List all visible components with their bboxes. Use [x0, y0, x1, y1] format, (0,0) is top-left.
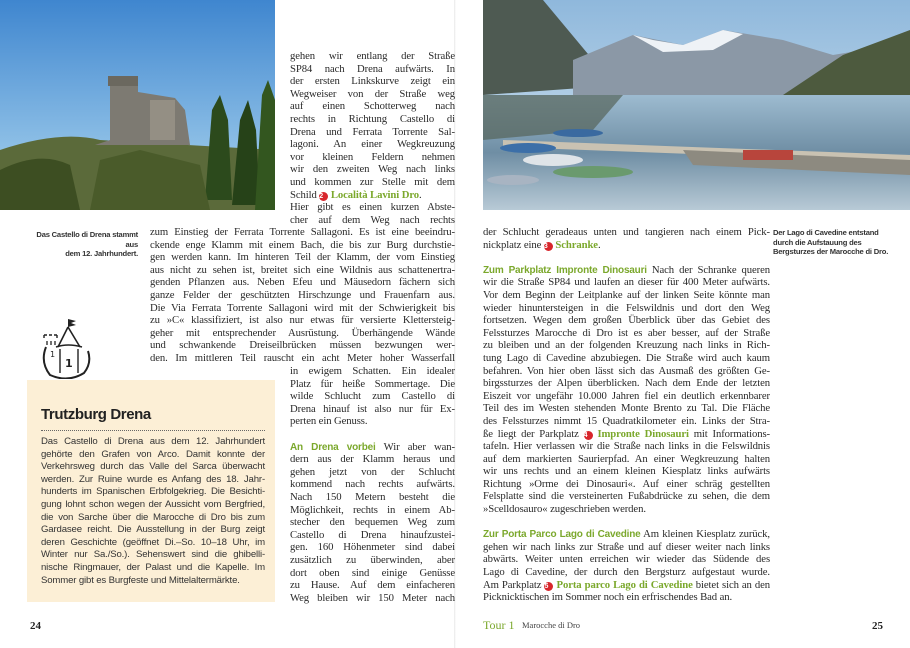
info-box-line: Winter nur Sa./So.). Sehenswert sind die ghibelli-	[41, 549, 265, 561]
text-line: ckende enge Klamm mit einem Bach, die bis zur Burg durchstie-	[150, 238, 455, 251]
info-box-line: Sommer gibt es Burgfeste und Mittelaltermärkte.	[41, 574, 240, 586]
text-line: der Schlucht geradeaus unten und tangieren nach einem Pick-	[483, 226, 770, 238]
page-number-left: 24	[30, 620, 41, 632]
text-run: Wir aber wan-	[375, 440, 455, 453]
waypoint-marker-icon: 3	[544, 242, 553, 251]
dotted-divider	[41, 430, 265, 431]
right-text-column	[483, 226, 770, 604]
text-line: stecher den bequemen Weg zum	[290, 516, 455, 529]
text-line: gen werden kann. Im hinteren Teil der Klamm, der vom Einstieg	[150, 251, 455, 264]
waypoint-name: Impronte Dinosauri	[592, 427, 689, 440]
text-line	[290, 189, 455, 202]
text-line: Drena und Ferrata Torrente Sal-	[290, 125, 455, 138]
text-line: vor kleinen Feldern nehmen	[290, 150, 455, 163]
info-box-line: nische Ringmauer, der Palast und die Kapelle. Im	[41, 561, 265, 573]
text-run: Am kleinen Kiesplatz zurück,	[640, 528, 770, 541]
text-line: zu bleiben und an der folgenden Kreuzung nach links in Rich-	[483, 339, 770, 352]
text-line: gen. 160 Höhenmeter sind dabei	[290, 541, 455, 554]
waypoint-name: Località Lavini Dro	[328, 188, 420, 201]
castle-icon	[38, 317, 94, 379]
text-line: kommend nach rechts aufwärts.	[290, 478, 455, 491]
text-line: Weg bleiben wir 150 Meter nach	[290, 591, 455, 604]
left-text-block-a	[290, 50, 455, 226]
text-line: Wegweiser von der Straße weg	[290, 87, 455, 100]
text-line: gehen jetzt von der Schlucht	[290, 465, 455, 478]
info-box-line: Verkehrsweg durch das Valle del Sarca überwacht	[41, 461, 265, 473]
lake-photo-caption	[773, 228, 893, 257]
text-line: perten ein Genuss.	[290, 415, 368, 428]
text-run: ße liegt der Parkplatz	[483, 427, 584, 440]
text-line: SP84 nach Drena aufwärts. In	[290, 62, 455, 75]
text-run: bietet sich an den	[692, 578, 771, 591]
text-line: der ersten Linkskurve zeigt ein	[290, 75, 455, 88]
text-line: zusätzlich zu überwinden, aber	[290, 553, 455, 566]
left-text-block-c	[290, 365, 455, 604]
text-line: auf dem markierten Saurierpfad. An einer Wegkreuzung halten	[483, 452, 770, 465]
text-line: lagoni. An einer Wegkreuzung	[290, 138, 455, 151]
text-line: Felsplatte sind die versteinerten Fußabdrücke zu sehen, die dem	[483, 490, 770, 503]
text-line: befahren. Von hier oben lässt sich das Ausmaß des größten Ge-	[483, 364, 770, 377]
text-line: den. Im mittleren Teil rauscht ein acht Meter hoher Wasserfall	[150, 351, 455, 364]
section-heading: Zur Porta Parco Lago di Cavedine	[483, 529, 641, 541]
text-line: wilde Schlucht zum Castello di	[290, 390, 455, 403]
text-line: und kommen zur Stelle mit dem	[290, 175, 455, 188]
paragraph-gap	[483, 516, 770, 529]
text-line: Vor dem Beginn der Leitplanke auf der linken Seite könnte man	[483, 288, 770, 301]
text-line: Platz für heiße Sommertage. Die	[290, 377, 455, 390]
text-line: zum Einstieg der Ferrata Torrente Sallagoni. Es ist eine beeindru-	[150, 226, 455, 238]
info-box-line: die von Sarche über die Marocche di Dro bis zum	[41, 511, 265, 523]
caption-line: Der Lago di Cavedine entstand	[773, 228, 879, 237]
text-run: nickplatz eine	[483, 238, 544, 251]
info-box-line: Das Castello di Drena aus dem 12. Jahrhundert	[41, 436, 265, 447]
text-line	[483, 239, 770, 252]
text-line: Picknicktischen im Sommer noch ein erfrischendes Bad an.	[483, 591, 733, 604]
text-line: Hier gibt es einen kurzen Abste-	[290, 201, 455, 214]
text-line: tafeln. Hier verlassen wir die Straße nach links in die Felswildnis	[483, 440, 770, 453]
text-run: Schild	[290, 188, 320, 201]
text-line	[483, 264, 770, 277]
text-line	[483, 528, 770, 541]
lake-photo	[483, 0, 910, 210]
text-line: wir die Straße SP84 und laufen an dieser für 400 Meter aufwärts.	[483, 276, 770, 289]
text-line: Lago di Cavedine, der durch den Bergsturz aufgestaut wurde.	[483, 566, 770, 579]
info-box-line: gehörte den Grafen von Arco. Damit konnte der	[41, 448, 265, 460]
text-line	[483, 579, 770, 592]
text-line: aus nicht zu sehen ist, breitet sich eine Wildnis aus schattenertra-	[150, 263, 455, 276]
castle-photo-caption	[28, 230, 138, 259]
text-run: Nach der Schranke queren	[646, 263, 770, 276]
castle-photo	[0, 0, 275, 210]
text-line: abwärts. Weiter unten erreichen wir wieder das Südende des	[483, 553, 770, 566]
text-line: Möglichkeit, rechts in einem Ab-	[290, 503, 455, 516]
text-line: zu Hause. Auf dem einfacheren	[290, 579, 455, 592]
text-line: ganze Felder der geschützten Hirschzunge und Frauenfarn aus.	[150, 288, 455, 301]
info-box-line: Gardasee reicht. Die Ausstellung in der Burg zeigt	[41, 524, 265, 536]
svg-text:1: 1	[50, 350, 56, 359]
text-line: wieder hinuntersteigen in die Felswildnis und dort den Weg	[483, 301, 770, 314]
caption-line: Bergsturzes der Marocche di Dro.	[773, 247, 889, 256]
text-line: genden Pflanzen aus. Neben Efeu und Mäusedorn fächern sich	[150, 276, 455, 289]
paragraph-gap	[290, 428, 455, 441]
section-heading: An Drena vorbei	[290, 441, 376, 453]
text-line: gehen wir nach links zur Straße und auf dieser weiter nach links	[483, 540, 770, 553]
text-line: Teil des im Westen stehenden Monte Brento zu Tal. Die Fläche	[483, 402, 770, 415]
text-line: des Felssturzes nimmt 15 Quadratkilometer ein. Links der Stra-	[483, 414, 770, 427]
text-line: dort oben sind einige Genüsse	[290, 566, 455, 579]
info-box-trutzburg	[27, 380, 275, 602]
page-number-right: 25	[872, 620, 883, 632]
text-line: Castello di Drena hinaufzustei-	[290, 528, 455, 541]
text-line: Eiszeit vor ungefähr 10.000 Jahren fiel ein deutlich erkennbarer	[483, 389, 770, 402]
svg-text:1: 1	[65, 357, 73, 370]
text-line: »Scelldosauro« zugeschrieben werden.	[483, 503, 646, 516]
text-run: .	[597, 238, 601, 251]
running-subtitle: Marocche di Dro	[522, 620, 581, 630]
waypoint-name: Schranke	[552, 238, 598, 251]
text-line	[483, 428, 770, 441]
caption-line: durch die Aufstauung des	[773, 237, 862, 247]
waypoint-marker-icon: 5	[544, 582, 553, 591]
text-line: auf einen Schotterweg nach	[290, 100, 455, 113]
section-heading: Zum Parkplatz Impronte Dinosauri	[483, 264, 647, 276]
text-line: Drena hinauf ist also nur für Ex-	[290, 402, 455, 415]
info-box-line: hunderts im Spanischen Erbfolgekrieg. Die Besichti-	[41, 486, 265, 498]
caption-line: dem 12. Jahrhundert.	[65, 249, 138, 258]
text-line: birgssturzes der Alpen überblicken. Nach dem Ende der letzten	[483, 377, 770, 390]
text-line: und schwankende Dreiseilbrücken müssen bezwungen wer-	[150, 339, 455, 352]
info-box-text	[41, 436, 265, 587]
text-line: tung Lago di Cavedine abzubiegen. Die Straße wird auch kaum	[483, 351, 770, 364]
text-line: cher auf dem Weg nach rechts	[290, 213, 455, 226]
running-title: Tour 1	[483, 618, 515, 632]
text-line: wir den zweiten Weg nach links	[290, 163, 455, 176]
info-box-title: Trutzburg Drena	[41, 406, 151, 423]
text-line: Felssturzes Marocche di Dro ist es aber besser, auf der Straße	[483, 326, 770, 339]
text-line: dern aus der Klamm heraus und	[290, 453, 455, 466]
text-run: .	[419, 188, 422, 201]
text-line: Nach 150 Metern besteht die	[290, 490, 455, 503]
info-box-line: werden. Zur Ruine wurde es Anfang des 18. Jahr-	[41, 473, 265, 485]
text-line: Richtung »Orme dei Dinosauri«. Auf einer schräg gestellten	[483, 477, 770, 490]
waypoint-marker-icon: 4	[584, 431, 593, 440]
text-line: rechts in Richtung Castello di	[290, 112, 455, 125]
text-line: Die Via Ferrata Torrente Sallagoni wird mit der Schwierigkeit bis	[150, 301, 455, 314]
waypoint-name: Porta parco Lago di Cavedine	[553, 578, 693, 591]
paragraph-gap	[483, 251, 770, 264]
text-line: gehen wir entlang der Straße	[290, 50, 455, 62]
text-run: mit Informations-	[688, 427, 770, 440]
text-line: wir uns rechts und an einem kleinen Kiesplatz links aufwärts	[483, 465, 770, 478]
text-line	[290, 441, 455, 454]
info-box-line: deren Geschichte (geöffnet Di.–So. 10–18 Uhr, im	[41, 536, 265, 548]
caption-line: Das Castello di Drena stammt aus	[36, 230, 138, 249]
text-line: fortsetzen. Wegen dem großen Überblick über das Gebiet des	[483, 314, 770, 327]
waypoint-marker-icon: 2	[319, 192, 328, 201]
text-run: Am Parkplatz	[483, 578, 545, 591]
left-text-block-b	[150, 226, 455, 365]
text-line: in ewigem Schatten. Ein idealer	[290, 365, 455, 377]
info-box-line: gung lohnt schon wegen der Aussicht vom Bergfried,	[41, 498, 265, 510]
text-line: zu »C« klassifiziert, ist also nur etwas für versierte Klettersteig-	[150, 314, 455, 327]
text-line: geher mit entsprechender Ausrüstung. Überhängende Wände	[150, 326, 455, 339]
